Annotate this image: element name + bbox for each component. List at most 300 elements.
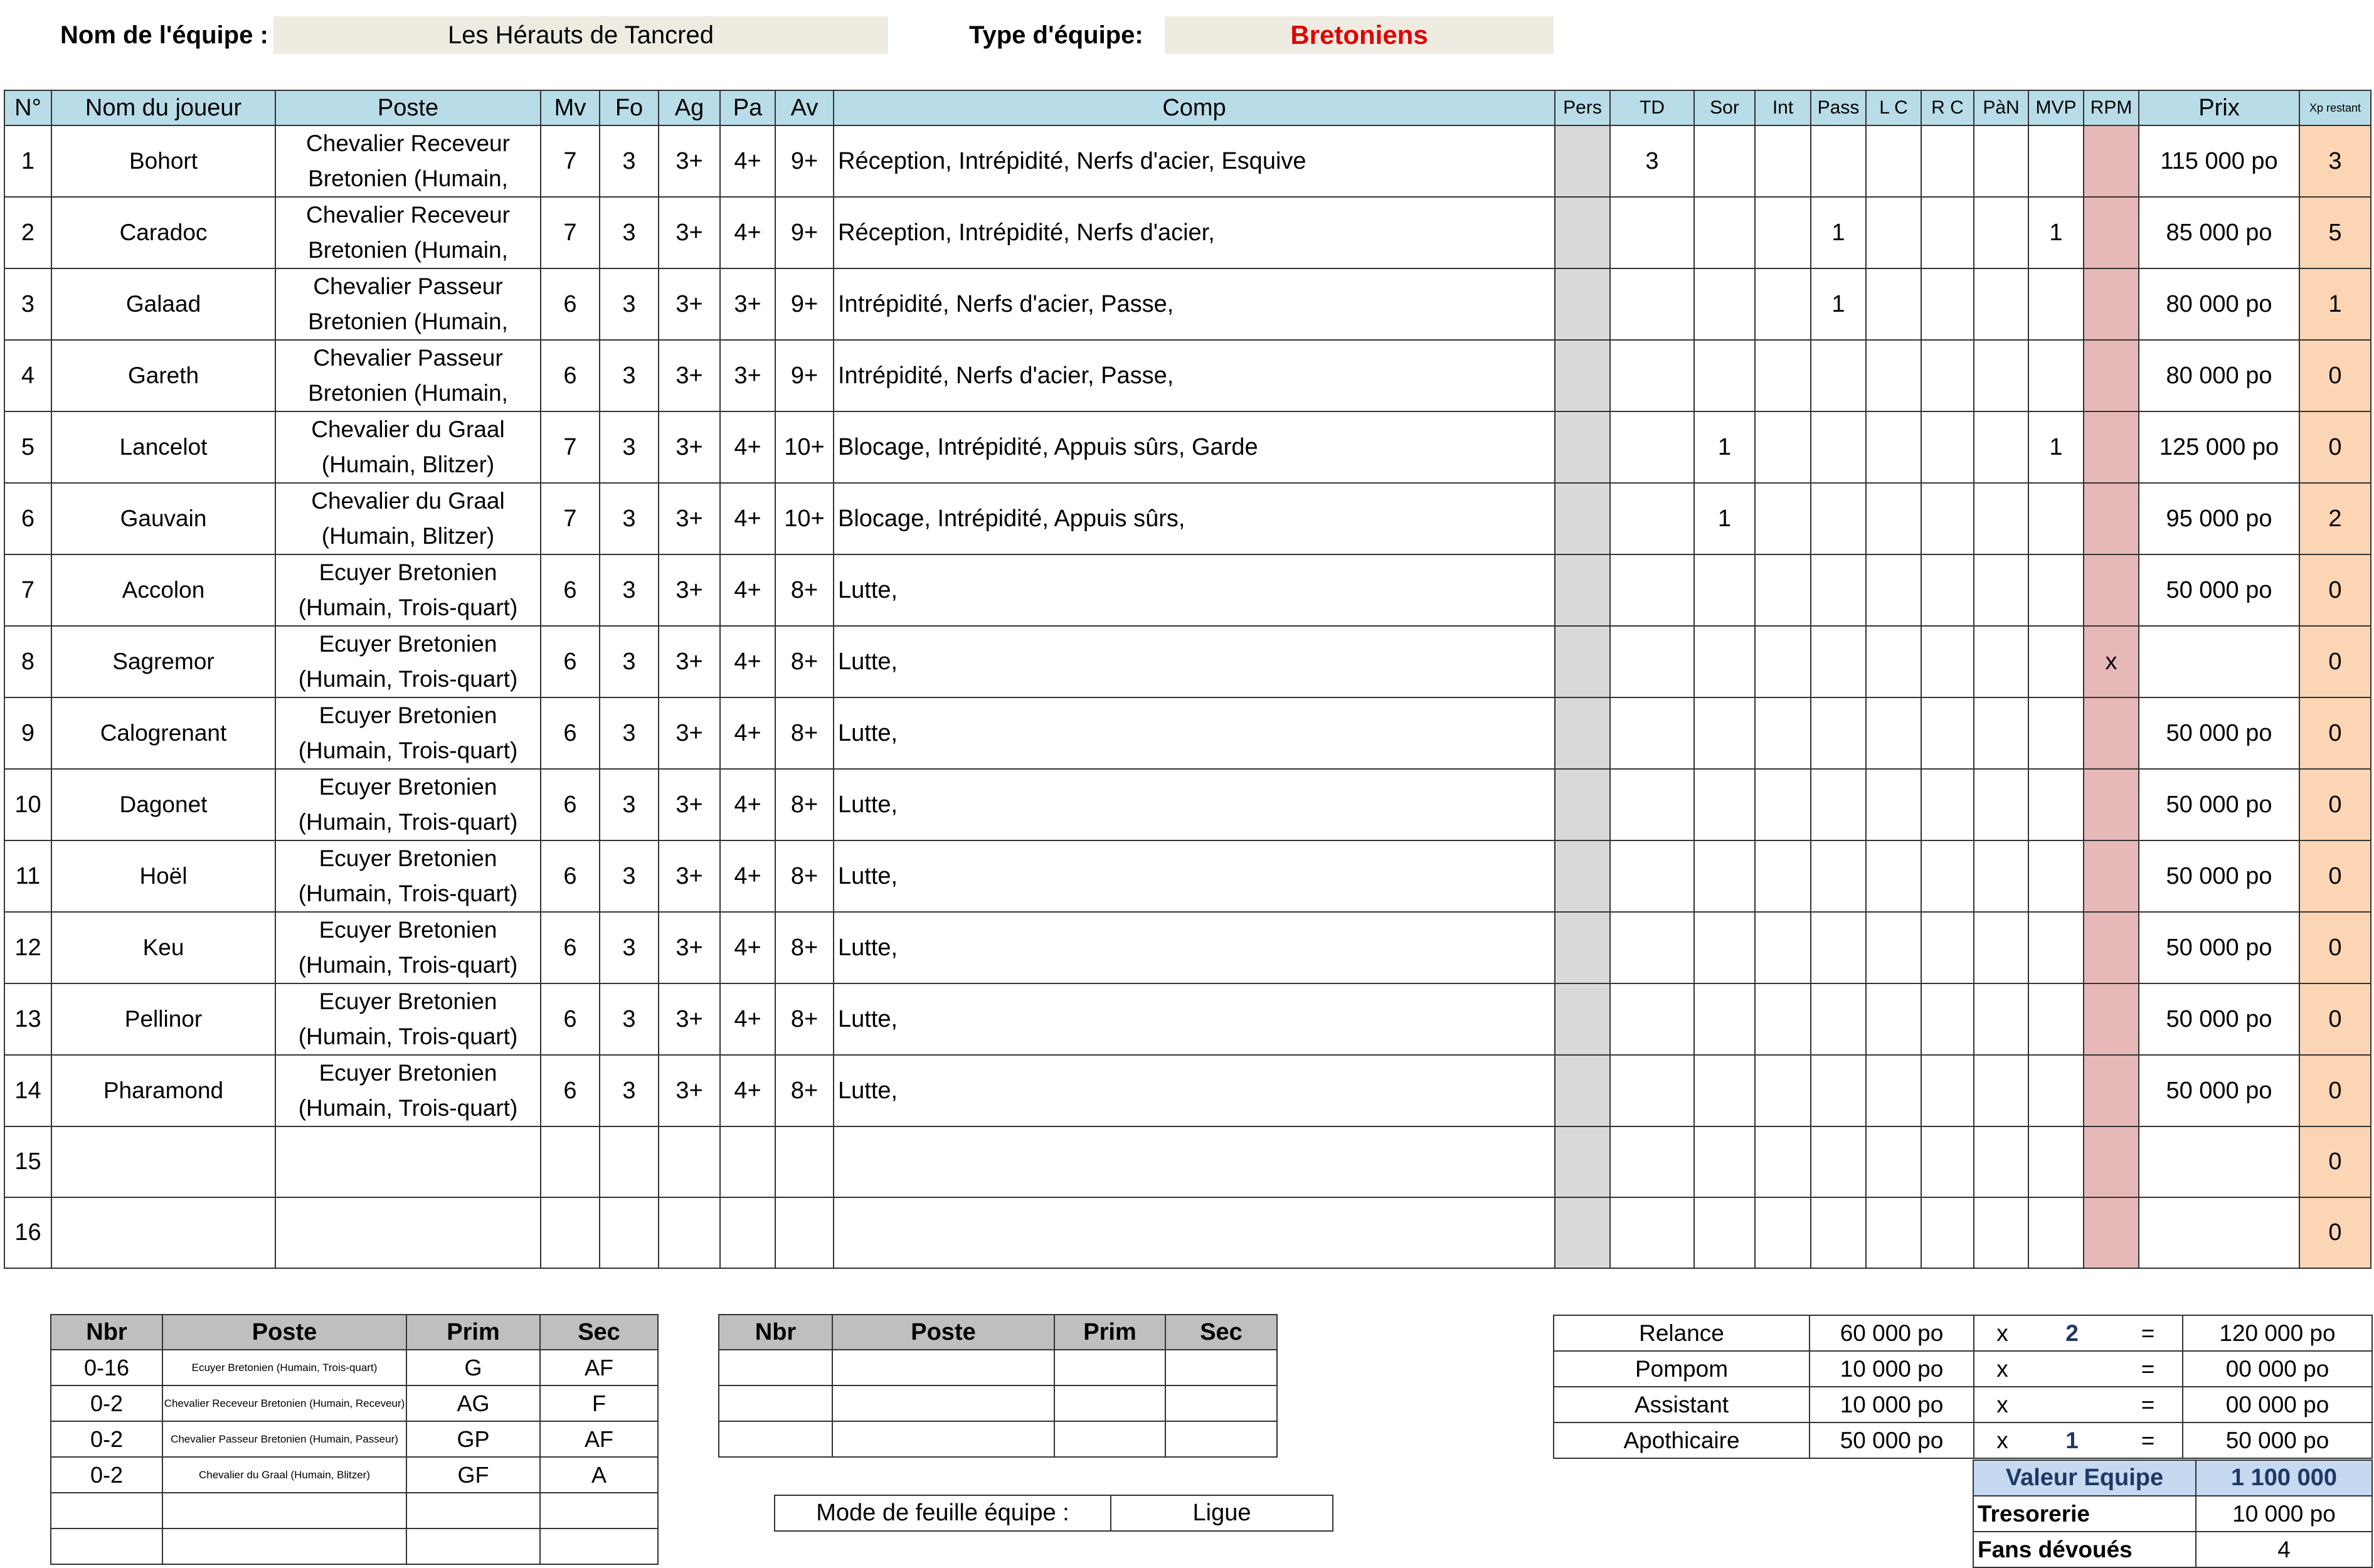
lc-count[interactable]: [1866, 197, 1921, 268]
treasury-value[interactable]: 10 000 po: [2196, 1496, 2372, 1532]
stat-pa[interactable]: 4+: [720, 626, 775, 697]
stat-ag[interactable]: 3+: [659, 483, 720, 554]
stat-pa[interactable]: 4+: [720, 125, 775, 197]
rpm-cell[interactable]: [2084, 1055, 2139, 1126]
td-count[interactable]: [1610, 626, 1694, 697]
pers-cell[interactable]: [1555, 626, 1610, 697]
stat-mv[interactable]: 6: [541, 840, 600, 912]
rpm-cell[interactable]: [2084, 1126, 2139, 1197]
player-position[interactable]: [275, 411, 541, 483]
pers-cell[interactable]: [1555, 912, 1610, 983]
player-price[interactable]: 50 000 po: [2139, 983, 2299, 1055]
int-count[interactable]: [1755, 268, 1811, 340]
player-price[interactable]: 80 000 po: [2139, 340, 2299, 411]
int-count[interactable]: [1755, 125, 1811, 197]
stat-mv[interactable]: 6: [541, 912, 600, 983]
player-skills[interactable]: Intrépidité, Nerfs d'acier, Passe,: [834, 268, 1555, 340]
xp-remaining[interactable]: 0: [2299, 1055, 2371, 1126]
int-count[interactable]: [1755, 340, 1811, 411]
td-count[interactable]: [1610, 1055, 1694, 1126]
rpm-cell[interactable]: [2084, 340, 2139, 411]
stat-ag[interactable]: 3+: [659, 197, 720, 268]
stat-fo[interactable]: [600, 1197, 659, 1268]
player-skills[interactable]: Lutte,: [834, 626, 1555, 697]
player-name[interactable]: Gareth: [51, 340, 275, 411]
player-price[interactable]: 50 000 po: [2139, 554, 2299, 626]
player-skills[interactable]: Lutte,: [834, 554, 1555, 626]
pan-count[interactable]: [1974, 340, 2028, 411]
lc-count[interactable]: [1866, 840, 1921, 912]
stat-fo[interactable]: 3: [600, 483, 659, 554]
stat-mv[interactable]: 7: [541, 483, 600, 554]
player-position[interactable]: [275, 983, 541, 1055]
rpm-cell[interactable]: [2084, 1197, 2139, 1268]
player-skills[interactable]: [834, 1197, 1555, 1268]
pan-count[interactable]: [1974, 840, 2028, 912]
player-number[interactable]: 4: [4, 340, 51, 411]
lc-count[interactable]: [1866, 483, 1921, 554]
stat-mv[interactable]: 7: [541, 197, 600, 268]
player-price[interactable]: 50 000 po: [2139, 912, 2299, 983]
player-name[interactable]: Keu: [51, 912, 275, 983]
pan-count[interactable]: [1974, 1055, 2028, 1126]
sor-count[interactable]: [1694, 983, 1755, 1055]
stat-fo[interactable]: 3: [600, 125, 659, 197]
pers-cell[interactable]: [1555, 268, 1610, 340]
stat-av[interactable]: 9+: [775, 197, 834, 268]
xp-remaining[interactable]: 2: [2299, 483, 2371, 554]
player-skills[interactable]: Lutte,: [834, 983, 1555, 1055]
stat-pa[interactable]: 4+: [720, 1055, 775, 1126]
pan-count[interactable]: [1974, 769, 2028, 840]
rc-count[interactable]: [1921, 769, 1974, 840]
lc-count[interactable]: [1866, 697, 1921, 769]
player-name[interactable]: Sagremor: [51, 626, 275, 697]
pers-cell[interactable]: [1555, 197, 1610, 268]
pass-count[interactable]: [1811, 483, 1866, 554]
stat-fo[interactable]: [600, 1126, 659, 1197]
player-skills[interactable]: Réception, Intrépidité, Nerfs d'acier, Esquive: [834, 125, 1555, 197]
pers-cell[interactable]: [1555, 483, 1610, 554]
mvp-count[interactable]: [2028, 840, 2084, 912]
stat-av[interactable]: 8+: [775, 769, 834, 840]
td-count[interactable]: [1610, 983, 1694, 1055]
player-price[interactable]: 50 000 po: [2139, 769, 2299, 840]
stat-pa[interactable]: 4+: [720, 983, 775, 1055]
player-position[interactable]: [275, 697, 541, 769]
pass-count[interactable]: [1811, 1055, 1866, 1126]
player-skills[interactable]: Lutte,: [834, 769, 1555, 840]
pass-count[interactable]: [1811, 411, 1866, 483]
player-name[interactable]: Galaad: [51, 268, 275, 340]
stat-ag[interactable]: 3+: [659, 554, 720, 626]
stat-mv[interactable]: 6: [541, 769, 600, 840]
pan-count[interactable]: [1974, 554, 2028, 626]
rpm-cell[interactable]: [2084, 983, 2139, 1055]
lc-count[interactable]: [1866, 268, 1921, 340]
player-name[interactable]: Pharamond: [51, 1055, 275, 1126]
pers-cell[interactable]: [1555, 697, 1610, 769]
player-name[interactable]: Caradoc: [51, 197, 275, 268]
stat-ag[interactable]: 3+: [659, 697, 720, 769]
player-skills[interactable]: Lutte,: [834, 1055, 1555, 1126]
stat-ag[interactable]: 3+: [659, 769, 720, 840]
staff-quantity[interactable]: 2: [2030, 1315, 2114, 1351]
sor-count[interactable]: [1694, 1126, 1755, 1197]
stat-fo[interactable]: 3: [600, 912, 659, 983]
stat-av[interactable]: 8+: [775, 697, 834, 769]
player-position[interactable]: [275, 840, 541, 912]
player-price[interactable]: [2139, 1126, 2299, 1197]
rpm-cell[interactable]: [2084, 483, 2139, 554]
player-number[interactable]: 3: [4, 268, 51, 340]
pass-count[interactable]: [1811, 125, 1866, 197]
player-number[interactable]: 9: [4, 697, 51, 769]
xp-remaining[interactable]: 0: [2299, 626, 2371, 697]
player-name[interactable]: Pellinor: [51, 983, 275, 1055]
int-count[interactable]: [1755, 769, 1811, 840]
pass-count[interactable]: [1811, 1126, 1866, 1197]
sor-count[interactable]: [1694, 125, 1755, 197]
mvp-count[interactable]: [2028, 340, 2084, 411]
td-count[interactable]: [1610, 769, 1694, 840]
lc-count[interactable]: [1866, 340, 1921, 411]
int-count[interactable]: [1755, 1126, 1811, 1197]
xp-remaining[interactable]: 1: [2299, 268, 2371, 340]
sor-count[interactable]: [1694, 626, 1755, 697]
rpm-cell[interactable]: [2084, 268, 2139, 340]
rpm-cell[interactable]: [2084, 912, 2139, 983]
sor-count[interactable]: [1694, 1197, 1755, 1268]
stat-mv[interactable]: 6: [541, 340, 600, 411]
td-count[interactable]: [1610, 411, 1694, 483]
td-count[interactable]: [1610, 1126, 1694, 1197]
int-count[interactable]: [1755, 197, 1811, 268]
player-name[interactable]: [51, 1197, 275, 1268]
player-number[interactable]: 1: [4, 125, 51, 197]
int-count[interactable]: [1755, 554, 1811, 626]
pers-cell[interactable]: [1555, 340, 1610, 411]
lc-count[interactable]: [1866, 1197, 1921, 1268]
fans-value[interactable]: 4: [2196, 1532, 2372, 1567]
pass-count[interactable]: [1811, 340, 1866, 411]
pan-count[interactable]: [1974, 411, 2028, 483]
stat-av[interactable]: [775, 1126, 834, 1197]
pass-count[interactable]: 1: [1811, 268, 1866, 340]
stat-ag[interactable]: 3+: [659, 411, 720, 483]
mvp-count[interactable]: [2028, 697, 2084, 769]
rc-count[interactable]: [1921, 125, 1974, 197]
stat-fo[interactable]: 3: [600, 340, 659, 411]
player-number[interactable]: 15: [4, 1126, 51, 1197]
sor-count[interactable]: 1: [1694, 483, 1755, 554]
stat-pa[interactable]: 4+: [720, 769, 775, 840]
player-number[interactable]: 16: [4, 1197, 51, 1268]
player-position[interactable]: [275, 268, 541, 340]
stat-pa[interactable]: [720, 1197, 775, 1268]
mode-value[interactable]: Ligue: [1111, 1495, 1333, 1531]
player-position[interactable]: [275, 483, 541, 554]
stat-fo[interactable]: 3: [600, 411, 659, 483]
rc-count[interactable]: [1921, 1126, 1974, 1197]
player-number[interactable]: 14: [4, 1055, 51, 1126]
int-count[interactable]: [1755, 912, 1811, 983]
rc-count[interactable]: [1921, 840, 1974, 912]
pan-count[interactable]: [1974, 197, 2028, 268]
pass-count[interactable]: [1811, 840, 1866, 912]
player-position[interactable]: [275, 626, 541, 697]
rc-count[interactable]: [1921, 1197, 1974, 1268]
stat-ag[interactable]: 3+: [659, 268, 720, 340]
mvp-count[interactable]: [2028, 554, 2084, 626]
stat-ag[interactable]: 3+: [659, 912, 720, 983]
player-name[interactable]: Calogrenant: [51, 697, 275, 769]
int-count[interactable]: [1755, 411, 1811, 483]
mvp-count[interactable]: 1: [2028, 197, 2084, 268]
player-number[interactable]: 6: [4, 483, 51, 554]
rc-count[interactable]: [1921, 912, 1974, 983]
stat-pa[interactable]: [720, 1126, 775, 1197]
lc-count[interactable]: [1866, 411, 1921, 483]
pass-count[interactable]: [1811, 983, 1866, 1055]
mvp-count[interactable]: [2028, 268, 2084, 340]
pers-cell[interactable]: [1555, 1197, 1610, 1268]
pan-count[interactable]: [1974, 125, 2028, 197]
rc-count[interactable]: [1921, 411, 1974, 483]
player-name[interactable]: Dagonet: [51, 769, 275, 840]
pass-count[interactable]: [1811, 912, 1866, 983]
mvp-count[interactable]: [2028, 1055, 2084, 1126]
stat-mv[interactable]: 6: [541, 626, 600, 697]
rc-count[interactable]: [1921, 554, 1974, 626]
player-skills[interactable]: Lutte,: [834, 840, 1555, 912]
xp-remaining[interactable]: 0: [2299, 340, 2371, 411]
pers-cell[interactable]: [1555, 840, 1610, 912]
stat-fo[interactable]: 3: [600, 554, 659, 626]
stat-fo[interactable]: 3: [600, 626, 659, 697]
stat-mv[interactable]: 6: [541, 554, 600, 626]
pers-cell[interactable]: [1555, 1126, 1610, 1197]
stat-av[interactable]: 9+: [775, 125, 834, 197]
player-name[interactable]: Accolon: [51, 554, 275, 626]
mvp-count[interactable]: 1: [2028, 411, 2084, 483]
stat-av[interactable]: 8+: [775, 840, 834, 912]
stat-mv[interactable]: 6: [541, 697, 600, 769]
pan-count[interactable]: [1974, 983, 2028, 1055]
stat-ag[interactable]: 3+: [659, 626, 720, 697]
rpm-cell[interactable]: [2084, 411, 2139, 483]
rc-count[interactable]: [1921, 197, 1974, 268]
lc-count[interactable]: [1866, 983, 1921, 1055]
player-price[interactable]: 80 000 po: [2139, 268, 2299, 340]
staff-quantity[interactable]: [2030, 1387, 2114, 1422]
player-skills[interactable]: Réception, Intrépidité, Nerfs d'acier,: [834, 197, 1555, 268]
lc-count[interactable]: [1866, 1126, 1921, 1197]
stat-av[interactable]: 10+: [775, 483, 834, 554]
stat-pa[interactable]: 4+: [720, 554, 775, 626]
stat-fo[interactable]: 3: [600, 983, 659, 1055]
td-count[interactable]: [1610, 554, 1694, 626]
player-number[interactable]: 13: [4, 983, 51, 1055]
stat-pa[interactable]: 3+: [720, 268, 775, 340]
staff-quantity[interactable]: [2030, 1351, 2114, 1387]
int-count[interactable]: [1755, 1197, 1811, 1268]
stat-ag[interactable]: 3+: [659, 983, 720, 1055]
player-position[interactable]: [275, 1126, 541, 1197]
player-number[interactable]: 11: [4, 840, 51, 912]
mvp-count[interactable]: [2028, 769, 2084, 840]
lc-count[interactable]: [1866, 769, 1921, 840]
stat-ag[interactable]: 3+: [659, 840, 720, 912]
player-number[interactable]: 5: [4, 411, 51, 483]
player-name[interactable]: Lancelot: [51, 411, 275, 483]
rpm-cell[interactable]: [2084, 697, 2139, 769]
stat-av[interactable]: 8+: [775, 626, 834, 697]
rc-count[interactable]: [1921, 697, 1974, 769]
xp-remaining[interactable]: 5: [2299, 197, 2371, 268]
stat-pa[interactable]: 4+: [720, 840, 775, 912]
player-position[interactable]: [275, 554, 541, 626]
stat-pa[interactable]: 3+: [720, 340, 775, 411]
stat-pa[interactable]: 4+: [720, 483, 775, 554]
mvp-count[interactable]: [2028, 1197, 2084, 1268]
pers-cell[interactable]: [1555, 983, 1610, 1055]
player-price[interactable]: 50 000 po: [2139, 840, 2299, 912]
pers-cell[interactable]: [1555, 1055, 1610, 1126]
player-name[interactable]: Hoël: [51, 840, 275, 912]
sor-count[interactable]: [1694, 554, 1755, 626]
pers-cell[interactable]: [1555, 769, 1610, 840]
td-count[interactable]: [1610, 1197, 1694, 1268]
lc-count[interactable]: [1866, 1055, 1921, 1126]
player-price[interactable]: 50 000 po: [2139, 697, 2299, 769]
stat-mv[interactable]: [541, 1126, 600, 1197]
stat-av[interactable]: 8+: [775, 1055, 834, 1126]
xp-remaining[interactable]: 0: [2299, 697, 2371, 769]
pan-count[interactable]: [1974, 483, 2028, 554]
player-skills[interactable]: Lutte,: [834, 912, 1555, 983]
mvp-count[interactable]: [2028, 626, 2084, 697]
td-count[interactable]: [1610, 268, 1694, 340]
td-count[interactable]: [1610, 912, 1694, 983]
player-position[interactable]: [275, 197, 541, 268]
player-price[interactable]: 95 000 po: [2139, 483, 2299, 554]
stat-av[interactable]: [775, 1197, 834, 1268]
player-position[interactable]: [275, 1197, 541, 1268]
team-type-field[interactable]: Bretoniens: [1165, 16, 1554, 54]
int-count[interactable]: [1755, 840, 1811, 912]
xp-remaining[interactable]: 0: [2299, 983, 2371, 1055]
stat-pa[interactable]: 4+: [720, 912, 775, 983]
player-price[interactable]: [2139, 626, 2299, 697]
td-count[interactable]: [1610, 840, 1694, 912]
stat-ag[interactable]: 3+: [659, 125, 720, 197]
pan-count[interactable]: [1974, 1197, 2028, 1268]
player-number[interactable]: 2: [4, 197, 51, 268]
pers-cell[interactable]: [1555, 125, 1610, 197]
td-count[interactable]: [1610, 697, 1694, 769]
xp-remaining[interactable]: 0: [2299, 1126, 2371, 1197]
stat-pa[interactable]: 4+: [720, 411, 775, 483]
rc-count[interactable]: [1921, 340, 1974, 411]
sor-count[interactable]: [1694, 769, 1755, 840]
player-skills[interactable]: Blocage, Intrépidité, Appuis sûrs, Garde: [834, 411, 1555, 483]
stat-pa[interactable]: 4+: [720, 197, 775, 268]
td-count[interactable]: [1610, 340, 1694, 411]
pers-cell[interactable]: [1555, 554, 1610, 626]
td-count[interactable]: 3: [1610, 125, 1694, 197]
mvp-count[interactable]: [2028, 912, 2084, 983]
int-count[interactable]: [1755, 483, 1811, 554]
pan-count[interactable]: [1974, 912, 2028, 983]
int-count[interactable]: [1755, 1055, 1811, 1126]
td-count[interactable]: [1610, 197, 1694, 268]
pan-count[interactable]: [1974, 268, 2028, 340]
stat-ag[interactable]: 3+: [659, 1055, 720, 1126]
player-skills[interactable]: Blocage, Intrépidité, Appuis sûrs,: [834, 483, 1555, 554]
stat-av[interactable]: 9+: [775, 340, 834, 411]
xp-remaining[interactable]: 3: [2299, 125, 2371, 197]
stat-ag[interactable]: 3+: [659, 340, 720, 411]
sor-count[interactable]: [1694, 912, 1755, 983]
player-name[interactable]: Bohort: [51, 125, 275, 197]
player-skills[interactable]: Lutte,: [834, 697, 1555, 769]
pass-count[interactable]: [1811, 626, 1866, 697]
player-name[interactable]: [51, 1126, 275, 1197]
player-price[interactable]: 115 000 po: [2139, 125, 2299, 197]
player-position[interactable]: [275, 125, 541, 197]
int-count[interactable]: [1755, 626, 1811, 697]
stat-pa[interactable]: 4+: [720, 697, 775, 769]
lc-count[interactable]: [1866, 125, 1921, 197]
rc-count[interactable]: [1921, 983, 1974, 1055]
player-number[interactable]: 8: [4, 626, 51, 697]
xp-remaining[interactable]: 0: [2299, 912, 2371, 983]
sor-count[interactable]: [1694, 268, 1755, 340]
player-skills[interactable]: [834, 1126, 1555, 1197]
player-price[interactable]: 125 000 po: [2139, 411, 2299, 483]
staff-quantity[interactable]: 1: [2030, 1422, 2114, 1458]
stat-mv[interactable]: [541, 1197, 600, 1268]
int-count[interactable]: [1755, 983, 1811, 1055]
mvp-count[interactable]: [2028, 483, 2084, 554]
player-price[interactable]: 85 000 po: [2139, 197, 2299, 268]
mvp-count[interactable]: [2028, 1126, 2084, 1197]
pan-count[interactable]: [1974, 697, 2028, 769]
xp-remaining[interactable]: 0: [2299, 411, 2371, 483]
rpm-cell[interactable]: [2084, 125, 2139, 197]
stat-mv[interactable]: 6: [541, 983, 600, 1055]
player-position[interactable]: [275, 912, 541, 983]
stat-mv[interactable]: 6: [541, 1055, 600, 1126]
mvp-count[interactable]: [2028, 983, 2084, 1055]
rpm-cell[interactable]: x: [2084, 626, 2139, 697]
pers-cell[interactable]: [1555, 411, 1610, 483]
sor-count[interactable]: [1694, 1055, 1755, 1126]
stat-fo[interactable]: 3: [600, 268, 659, 340]
sor-count[interactable]: [1694, 197, 1755, 268]
rpm-cell[interactable]: [2084, 197, 2139, 268]
rpm-cell[interactable]: [2084, 554, 2139, 626]
player-position[interactable]: [275, 340, 541, 411]
lc-count[interactable]: [1866, 554, 1921, 626]
pass-count[interactable]: [1811, 1197, 1866, 1268]
stat-av[interactable]: 8+: [775, 554, 834, 626]
int-count[interactable]: [1755, 697, 1811, 769]
player-name[interactable]: Gauvain: [51, 483, 275, 554]
team-name-field[interactable]: Les Hérauts de Tancred: [273, 16, 888, 54]
stat-av[interactable]: 8+: [775, 983, 834, 1055]
